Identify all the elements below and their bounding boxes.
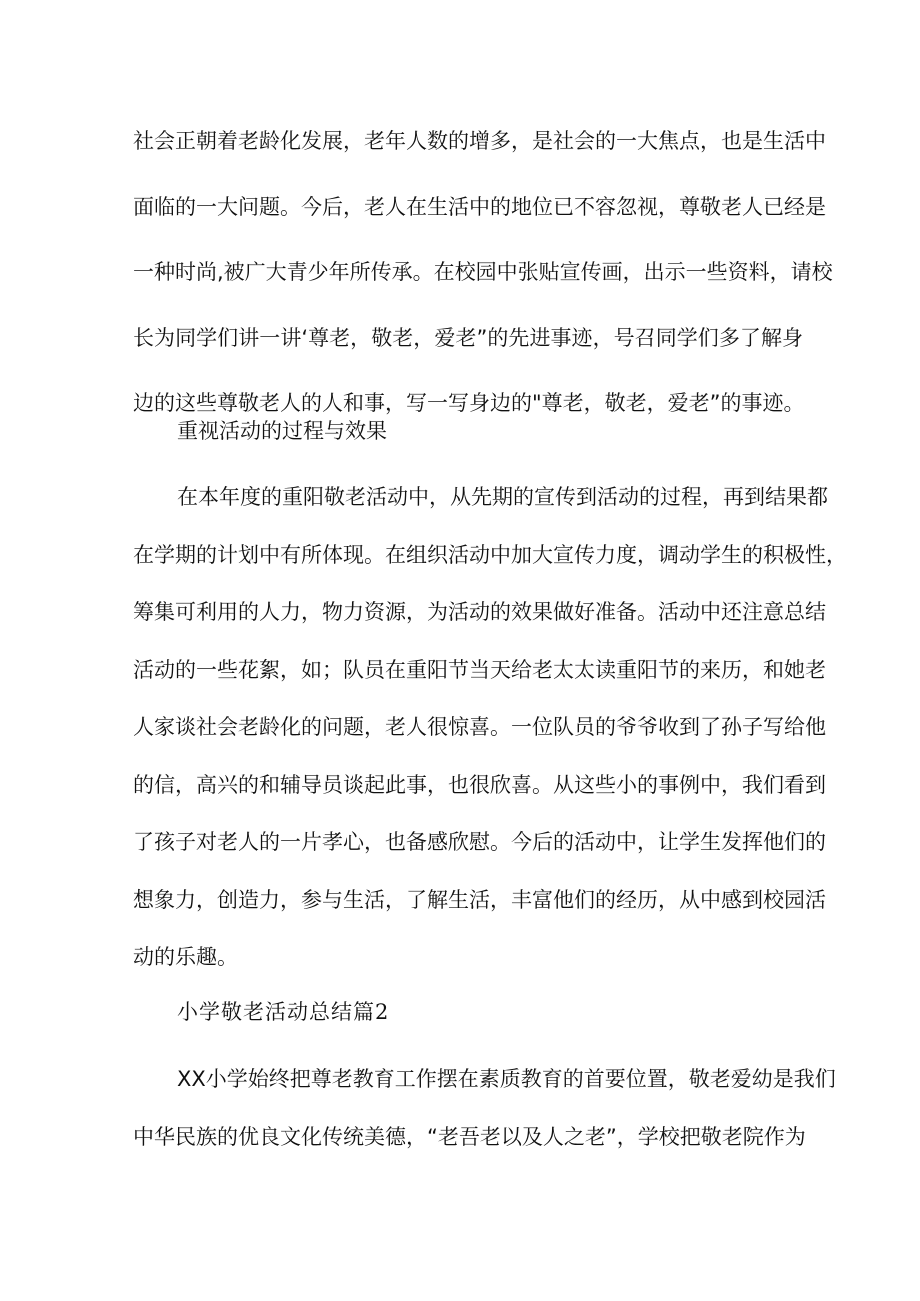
paragraph-aging-society xyxy=(133,124,833,452)
paragraph-line: 筹集可利用的人力，物力资源，为活动的效果做好准备。活动中还注意总结 xyxy=(133,600,826,624)
paragraph-line: 长为同学们讲一讲‘尊老，敬老，爱老”的先进事迹，号召同学们多了解身 xyxy=(133,325,803,350)
paragraph-line: 动的乐趣。 xyxy=(133,945,238,969)
paragraph-line: 在学期的计划中有所体现。在组织活动中加大宣传力度，调动学生的积极性， xyxy=(133,542,847,567)
section-heading-part-two: 小学敬老活动总结篇2 xyxy=(177,1000,390,1024)
paragraph-line: 中华民族的优良文化传统美德，“老吾老以及人之老”，学校把敬老院作为 xyxy=(133,1124,806,1149)
paragraph-line: 想象力，创造力，参与生活，了解生活，丰富他们的经历，从中感到校园活 xyxy=(133,887,826,912)
paragraph-line: 社会正朝着老龄化发展，老年人数的增多，是社会的一大焦点，也是生活中 xyxy=(133,129,826,153)
paragraph-line: 面临的一大问题。今后，老人在生活中的地位已不容忽视，尊敬老人已经是 xyxy=(133,194,826,219)
paragraph-line: 的信，高兴的和辅导员谈起此事，也很欣喜。从这些小的事例中，我们看到 xyxy=(133,772,826,797)
paragraph-school-respect-elders xyxy=(133,1062,836,1177)
paragraph-activity-review xyxy=(133,480,847,998)
paragraph-line: 活动的一些花絮，如；队员在重阳节当天给老太太读重阳节的来历，和她老 xyxy=(133,657,826,682)
section-heading-process-effect: 重视活动的过程与效果 xyxy=(177,419,387,443)
paragraph-line: 边的这些尊敬老人的人和事，写一写身边的"尊老，敬老，爱老”的事迹。 xyxy=(133,391,805,415)
paragraph-line: 在本年度的重阳敬老活动中，从先期的宣传到活动的过程，再到结果都 xyxy=(177,485,828,509)
paragraph-line: XX小学始终把尊老教育工作摆在素质教育的首要位置，敬老爱幼是我们 xyxy=(177,1067,836,1091)
paragraph-line: 了孩子对老人的一片孝心，也备感欣慰。今后的活动中，让学生发挥他们的 xyxy=(133,830,826,854)
paragraph-line: 人家谈社会老龄化的问题，老人很惊喜。一位队员的爷爷收到了孙子写给他 xyxy=(133,715,826,739)
paragraph-line: 一种时尚,被广大青少年所传承。在校园中张贴宣传画，出示一些资料，请校 xyxy=(133,260,833,284)
